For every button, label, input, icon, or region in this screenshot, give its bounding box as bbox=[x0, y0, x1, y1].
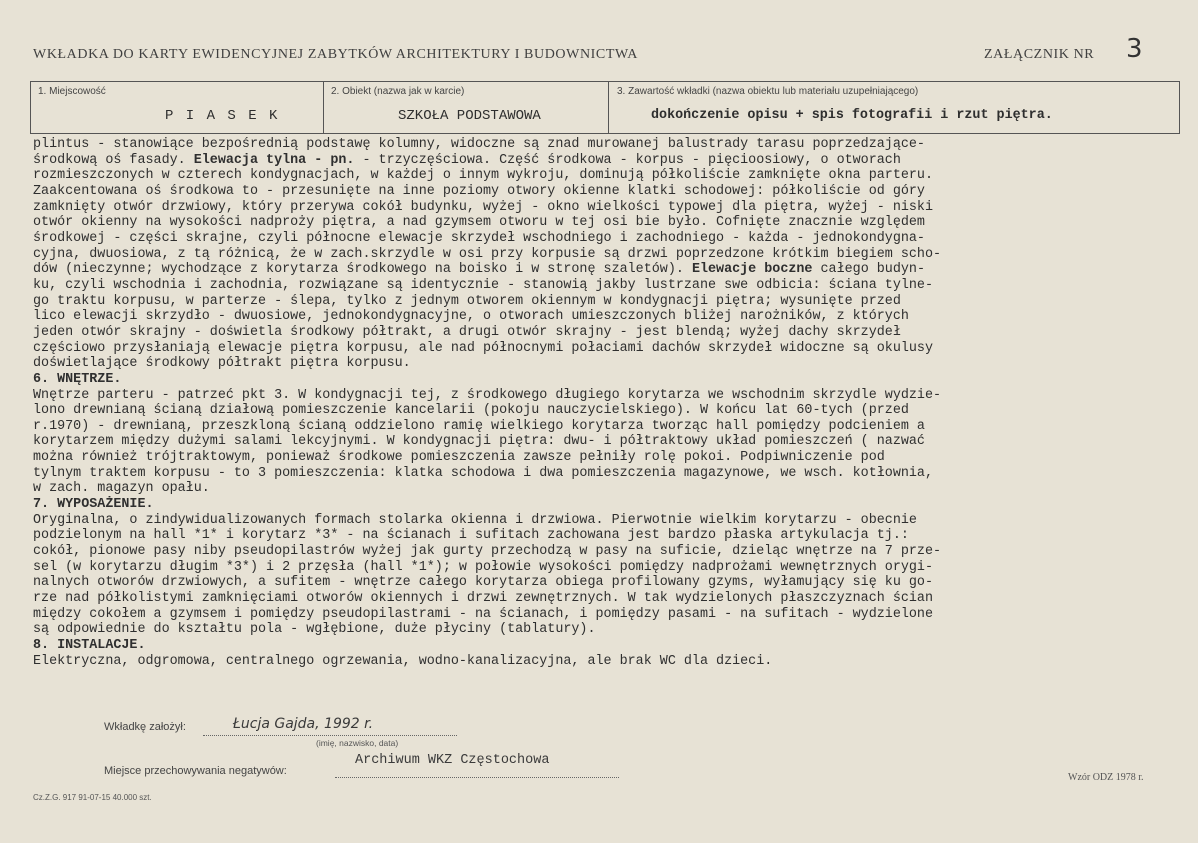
annex-number: 3 bbox=[1126, 34, 1143, 64]
table-divider-1 bbox=[323, 81, 324, 134]
field-value-object: SZKOŁA PODSTAWOWA bbox=[398, 108, 541, 124]
text-line bbox=[33, 341, 1173, 357]
text-line bbox=[33, 388, 1173, 404]
text-line bbox=[33, 168, 1173, 184]
field-label-contents: 3. Zawartość wkładki (nazwa obiektu lub materiału uzupełniającego) bbox=[617, 86, 919, 97]
author-caption: (imię, nazwisko, data) bbox=[316, 738, 399, 748]
text-segment: r.1970) - drewnianą, przeszkloną ścianą oddzielono ramię wielkiego korytarza tworząc hall pomiędzy podcieniem a bbox=[33, 418, 925, 434]
section-heading-text: Elewacje boczne bbox=[691, 262, 813, 278]
field-label-object: 2. Obiekt (nazwa jak w karcie) bbox=[331, 86, 465, 97]
table-right-rule bbox=[1179, 81, 1180, 134]
text-line bbox=[33, 215, 1173, 231]
text-line bbox=[33, 607, 1173, 623]
text-line bbox=[33, 200, 1173, 216]
text-line bbox=[33, 622, 1173, 638]
text-line bbox=[33, 591, 1173, 607]
text-segment: częściowo przysłaniają elewacje piętra korpusu, ale nad północnymi połaciami dachów skrzydeł widoczne są okulusy bbox=[33, 340, 933, 356]
section-heading-text: 7. WYPOSAŻENIE. bbox=[33, 497, 154, 513]
text-segment: Wnętrze parteru - patrzeć pkt 3. W kondygnacji tej, z środkowego długiego korytarza we wschodnim skrzydle wydzie- bbox=[33, 387, 942, 403]
text-line bbox=[33, 262, 1173, 278]
field-value-contents: dokończenie opisu + spis fotografii i rzut piętra. bbox=[651, 108, 1053, 123]
text-segment: zamknięty otwór drzwiowy, który przerywa cokół budynku, wyżej - okno wielkości typowej dla piętra, wyżej - niski bbox=[33, 199, 933, 215]
print-info: Cz.Z.G. 917 91-07-15 40.000 szt. bbox=[33, 793, 152, 802]
section-heading-text: 8. INSTALACJE. bbox=[33, 638, 146, 653]
text-line bbox=[33, 325, 1173, 341]
text-line bbox=[33, 137, 1173, 153]
text-line bbox=[33, 403, 1173, 419]
text-line bbox=[33, 528, 1173, 544]
text-segment: plintus - stanowiące bezpośrednią podstawę kolumny, widoczne są znad murowanej balustrady tarasu poprzedzające- bbox=[33, 137, 925, 152]
text-segment: lico elewacji skrzydło - dwuosiowe, jednokondygnacyjne, o otworach umieszczonych bliżej narożników, z których bbox=[33, 309, 909, 325]
text-line bbox=[33, 450, 1173, 466]
storage-dotted-line bbox=[335, 777, 619, 778]
text-line bbox=[33, 654, 1173, 670]
text-segment: doświetlające środkowy półtrakt piętra korpusu. bbox=[33, 356, 411, 372]
text-segment: są odpowiednie do kształtu pola - wgłębione, duże płyciny (tablatury). bbox=[33, 622, 596, 638]
text-segment: sel (w korytarzu długim *3*) i 2 przęsła (hall *1*); w połowie wysokości pomiędzy nadprożami wewnętrznych orygi- bbox=[33, 559, 933, 575]
text-segment: ku, czyli wschodnia i zachodnia, rozwiązane są identycznie - stanowią jakby lustrzane swe odbicia: ściana tylne- bbox=[33, 277, 933, 293]
text-line bbox=[33, 481, 1173, 497]
table-bottom-rule bbox=[30, 133, 1180, 134]
field-value-locality: P I A S E K bbox=[165, 108, 280, 124]
text-segment: Zaakcentowana oś środkowa to - przesunięte na inne poziomy otwory okienne klatki schodowej: półkoliście od góry bbox=[33, 183, 925, 199]
text-segment: go traktu korpusu, w parterze - ślepa, tylko z jednym otworem okiennym w kondygnacji piętra; wysunięte przed bbox=[33, 293, 901, 309]
text-segment: - trzyczęściowa. Część środkowa - korpus - pięcioosiowy, o otworach bbox=[354, 152, 901, 168]
text-line bbox=[33, 247, 1173, 263]
form-id: Wzór ODZ 1978 r. bbox=[1068, 772, 1144, 783]
author-signature: Łucja Gajda, 1992 r. bbox=[233, 716, 374, 732]
text-segment: lono drewnianą ścianą działową pomieszczenie kancelarii (pokoju nauczycielskiego). W końcu lat 60-tych (przed bbox=[33, 403, 909, 419]
author-dotted-line bbox=[203, 735, 457, 736]
text-segment: tylnym traktem korpusu - to 3 pomieszczenia: klatka schodowa i dwa pomieszczenia magazynowe, we wsch. kotłownia, bbox=[33, 465, 933, 481]
section-heading-text: Elewacja tylna - pn. bbox=[193, 152, 355, 168]
text-segment: całego budyn- bbox=[812, 262, 925, 278]
text-line bbox=[33, 294, 1173, 310]
text-segment: Elektryczna, odgromowa, centralnego ogrzewania, wodno-kanalizacyjna, ale brak WC dla dzieci. bbox=[33, 653, 773, 669]
text-segment: jeden otwór skrajny - doświetla środkowy półtrakt, a drugi otwór skrajny - jest blendą; wyżej dachy skrzydeł bbox=[33, 324, 901, 340]
table-left-rule bbox=[30, 81, 31, 134]
text-segment: cokół, pionowe pasy niby pseudopilastrów wyżej jak gurty przechodzą w pasy na suficie, dzieląc wnętrze na 7 prze- bbox=[33, 544, 942, 560]
text-segment: rozmieszczonych w czterech kondygnacjach, w każdej o innym wykroju, dominują półkoliście zamknięte okna parteru. bbox=[33, 168, 933, 184]
text-segment: nalnych otworów drzwiowych, a sufitem - wnętrze całego korytarza obiega profilowany gzyms, wyłamujący się ku go- bbox=[33, 575, 933, 591]
text-segment: w zach. magazyn opału. bbox=[33, 481, 210, 497]
text-line bbox=[33, 638, 1173, 654]
text-line bbox=[33, 356, 1173, 372]
text-line bbox=[33, 278, 1173, 294]
table-top-rule bbox=[30, 81, 1180, 82]
text-line bbox=[33, 309, 1173, 325]
text-line bbox=[33, 544, 1173, 560]
text-line bbox=[33, 153, 1173, 169]
text-segment: otwór okienny na wysokości nadproży piętra, a nad gzymsem otworu w tej osi bie było. Cofnięte znacznie względem bbox=[33, 215, 925, 231]
description-text bbox=[33, 137, 1173, 669]
text-line bbox=[33, 231, 1173, 247]
text-segment: rze nad półkolistymi zamknięciami otworów okiennych i drzwi zewnętrznych. W tak wydzielonych płaszczyznach ścian bbox=[33, 591, 933, 607]
annex-label: ZAŁĄCZNIK NR bbox=[984, 47, 1095, 62]
storage-label: Miejsce przechowywania negatywów: bbox=[104, 765, 287, 777]
text-segment: korytarzem między dużymi salami lekcyjnymi. W kondygnacji piętra: dwu- i półtraktowy układ pomieszczeń ( nazwać bbox=[33, 434, 925, 450]
text-segment: można również trójtraktowym, ponieważ środkowe pomieszczenia zawsze pełniły rolę pokoi. Podpiwniczenie pod bbox=[33, 450, 885, 466]
text-segment: podzielonym na hall *1* i korytarz *3* - na ścianach i sufitach zachowana jest bardzo płaska artykulacja tj.: bbox=[33, 528, 909, 544]
text-line bbox=[33, 560, 1173, 576]
text-segment: Oryginalna, o zindywidualizowanych formach stolarka okienna i drzwiowa. Pierwotnie wielkim korytarzu - obecnie bbox=[33, 512, 917, 528]
text-segment: dów (nieczynne; wychodzące z korytarza środkowego na boisko i w stronę szaletów). bbox=[33, 262, 692, 278]
text-line bbox=[33, 513, 1173, 529]
text-segment: środkowej - części skrajne, czyli północne elewacje skrzydeł wschodniego i zachodniego - każda - jednokondygna- bbox=[33, 230, 925, 246]
text-line bbox=[33, 434, 1173, 450]
text-line bbox=[33, 575, 1173, 591]
text-segment: środkową oś fasady. bbox=[33, 152, 194, 168]
text-line bbox=[33, 419, 1173, 435]
form-title: WKŁADKA DO KARTY EWIDENCYJNEJ ZABYTKÓW ARCHITEKTURY I BUDOWNICTWA bbox=[33, 47, 638, 62]
text-line bbox=[33, 466, 1173, 482]
text-segment: między cokołem a gzymsem i pomiędzy pseudopilastrami - na ścianach, i pomiędzy pasami - na sufitach - wydzielone bbox=[33, 606, 933, 622]
table-divider-2 bbox=[608, 81, 609, 134]
text-line bbox=[33, 184, 1173, 200]
author-label: Wkładkę założył: bbox=[104, 721, 186, 733]
text-segment: cyjna, dwuosiowa, z tą różnicą, że w zach.skrzydle w osi przy korpusie są drzwi poprzedzone krótkim biegiem scho- bbox=[33, 246, 942, 262]
field-label-locality: 1. Miejscowość bbox=[38, 86, 106, 97]
section-heading-text: 6. WNĘTRZE. bbox=[33, 371, 122, 387]
text-line bbox=[33, 497, 1173, 513]
text-line bbox=[33, 372, 1173, 388]
storage-value: Archiwum WKZ Częstochowa bbox=[355, 753, 550, 768]
